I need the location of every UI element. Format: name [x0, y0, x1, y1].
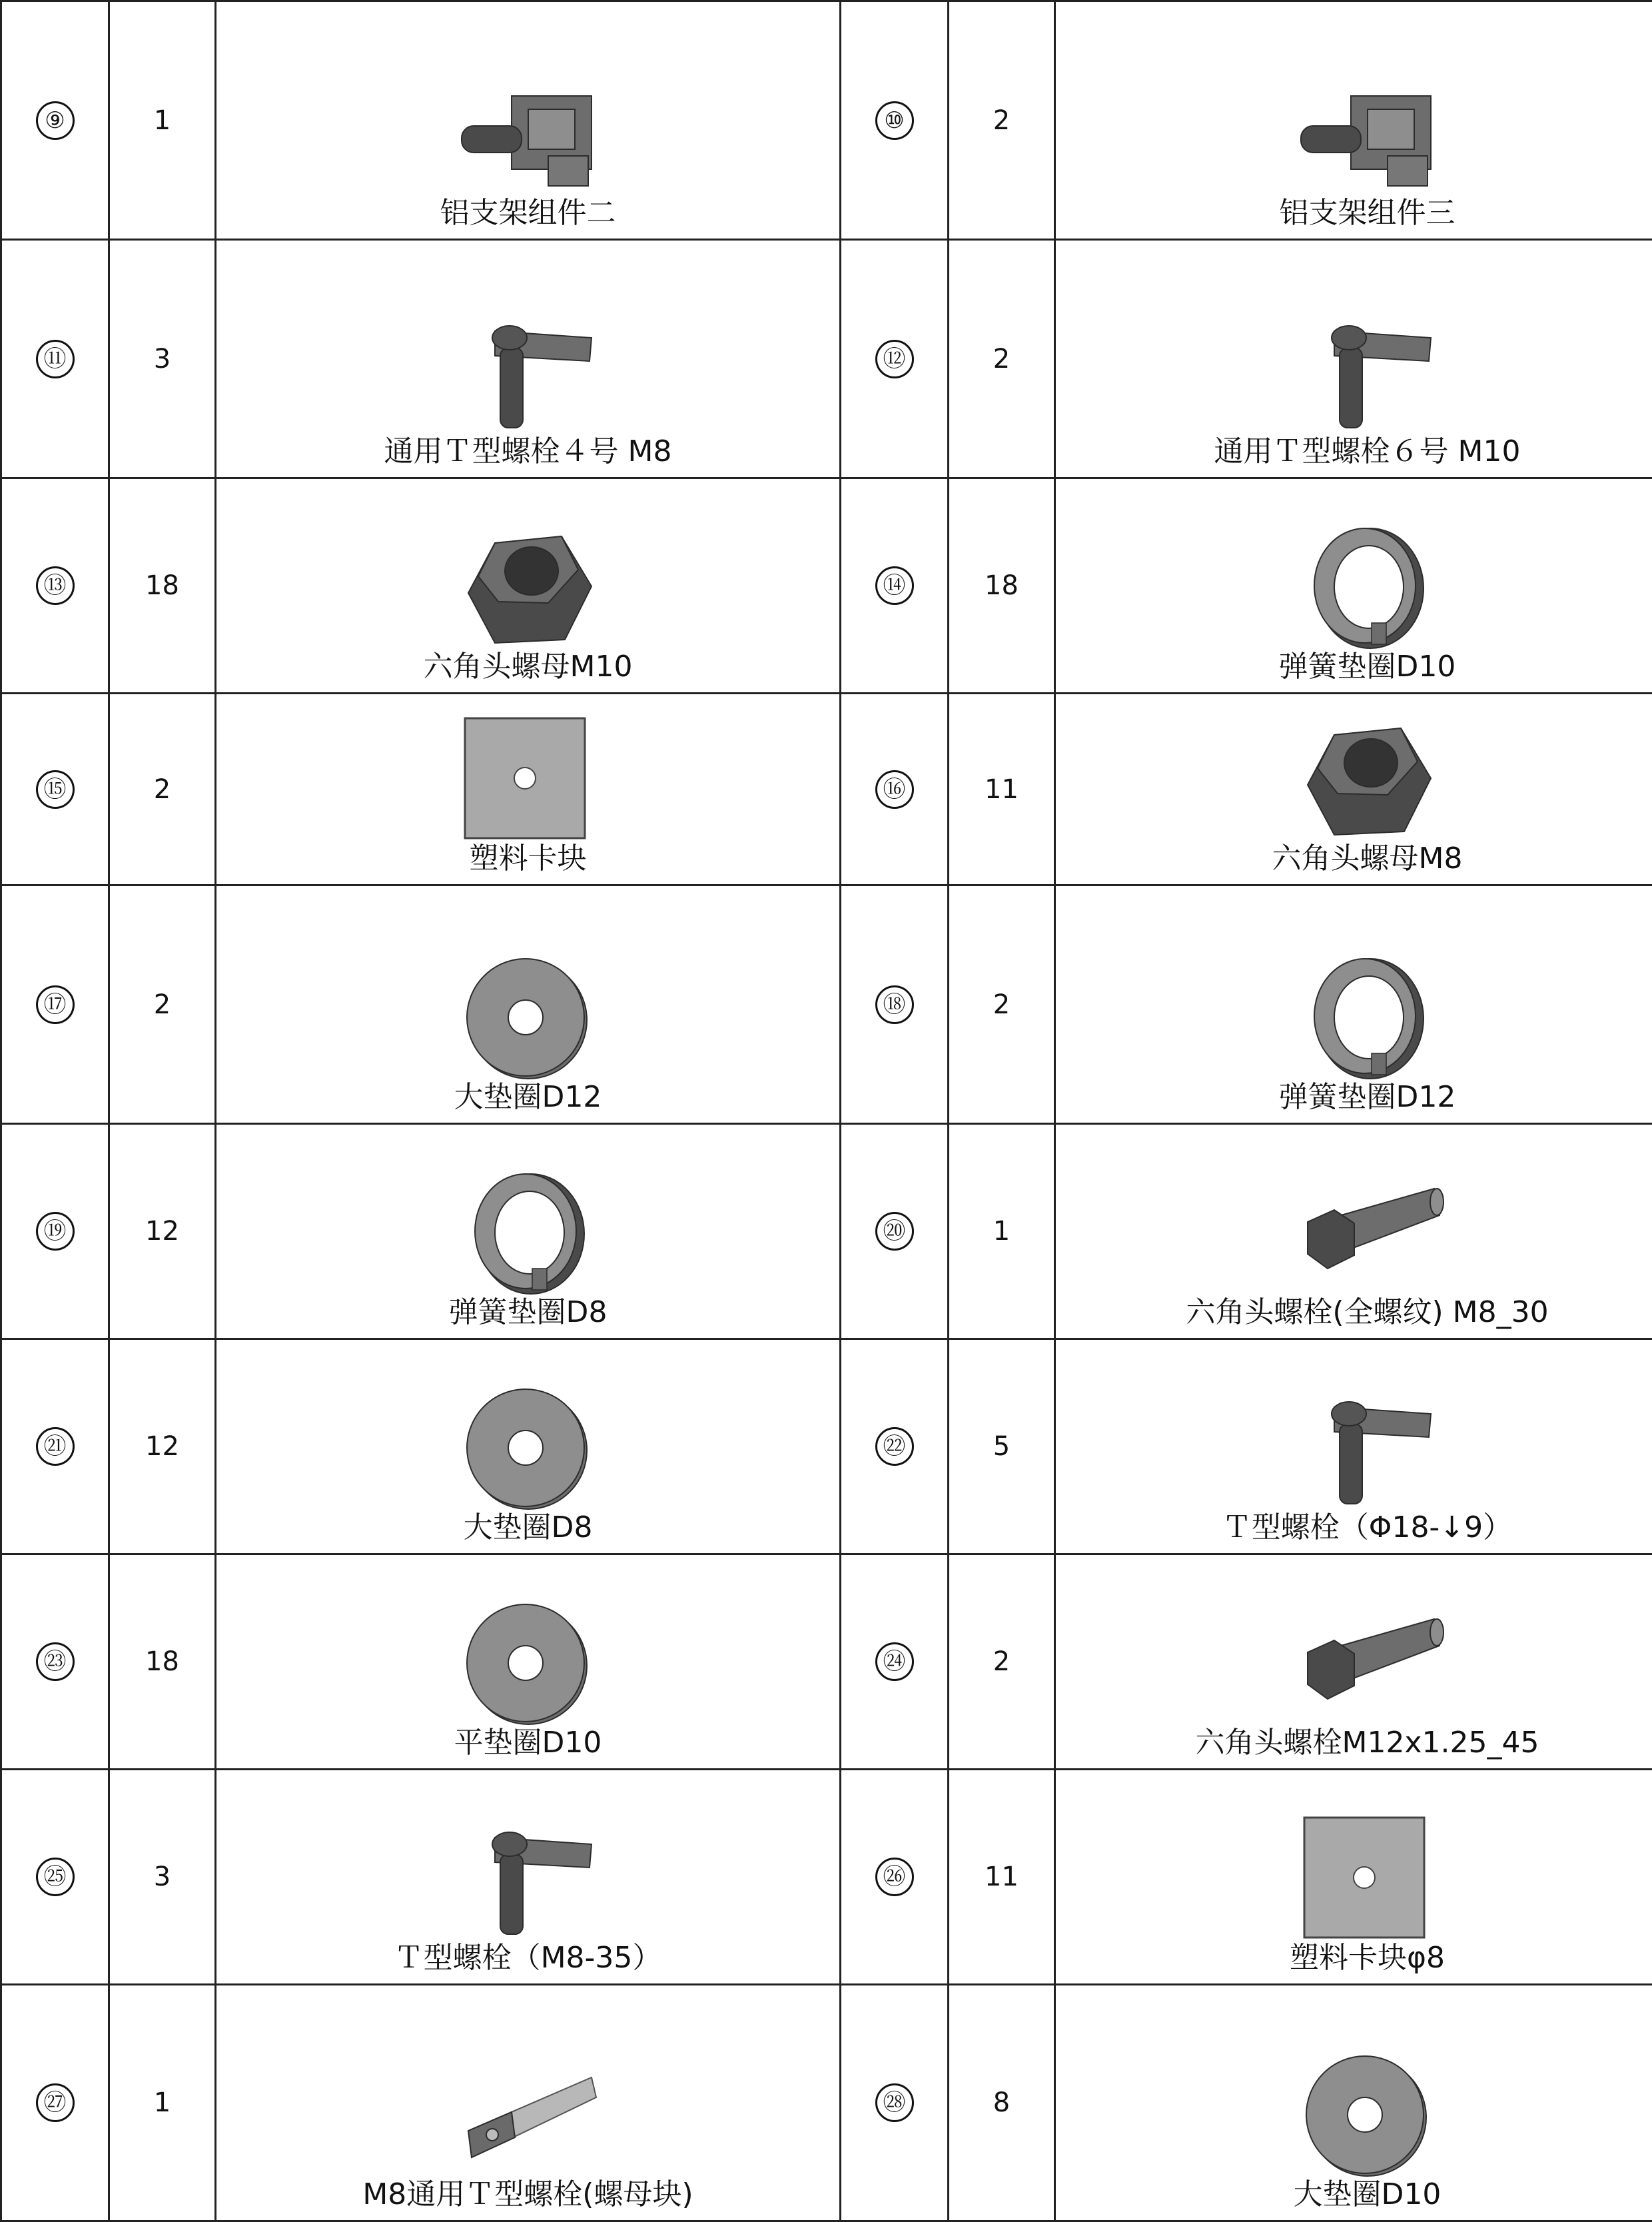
table-row: [1, 694, 1652, 885]
item-number-cell: [1, 1339, 109, 1554]
quantity: 18: [145, 570, 179, 601]
part-name: 六角头螺母M10: [424, 650, 633, 692]
quantity-cell: [109, 694, 216, 885]
part-name: 大垫圈D8: [464, 1510, 593, 1553]
quantity: 2: [993, 344, 1010, 374]
table-row: [1, 240, 1652, 478]
quantity-cell: [949, 1, 1055, 240]
part-cell: [1055, 1985, 1652, 2221]
part-cell: [1055, 240, 1652, 478]
flat-washer-icon: [1288, 2051, 1447, 2177]
part-name: 六角头螺母M8: [1272, 841, 1463, 884]
part-name: 弹簧垫圈D12: [1279, 1080, 1456, 1123]
quantity-cell: [949, 1770, 1055, 1985]
part-cell: [216, 1985, 841, 2221]
item-number-cell: [1, 1554, 109, 1770]
quantity: 11: [985, 774, 1019, 805]
part-cell: [216, 1, 841, 240]
plastic-block-icon: [1288, 1814, 1447, 1941]
quantity-cell: [949, 885, 1055, 1124]
part-name: 平垫圈D10: [454, 1726, 602, 1768]
t-bolt-icon: [448, 1814, 608, 1941]
quantity-cell: [109, 1985, 216, 2221]
quantity-cell: [109, 1554, 216, 1770]
part-name: 铝支架组件二: [440, 196, 616, 239]
quantity-cell: [949, 1985, 1055, 2221]
quantity: 5: [993, 1431, 1010, 1462]
flat-washer-icon: [448, 953, 608, 1080]
quantity: 11: [985, 1862, 1019, 1892]
item-number-cell: [1, 885, 109, 1124]
quantity-cell: [949, 240, 1055, 478]
part-cell: [216, 1124, 841, 1339]
item-number: ㉗: [36, 2083, 75, 2122]
quantity-cell: [109, 1339, 216, 1554]
part-cell: [216, 1339, 841, 1554]
item-number-cell: [841, 240, 949, 478]
hex-bolt-icon: [1288, 1169, 1447, 1295]
part-name: M8通用Ｔ型螺栓(螺母块): [362, 2177, 693, 2220]
part-cell: [1055, 1124, 1652, 1339]
item-number: ⑨: [36, 101, 75, 140]
item-number-cell: [841, 1770, 949, 1985]
part-cell: [216, 694, 841, 885]
part-cell: [216, 1770, 841, 1985]
t-bolt-icon: [448, 308, 608, 434]
part-cell: [216, 240, 841, 478]
table-row: [1, 1124, 1652, 1339]
item-number: ⑬: [36, 566, 75, 605]
part-name: 弹簧垫圈D8: [449, 1295, 608, 1338]
part-cell: [1055, 478, 1652, 694]
part-name: 大垫圈D12: [454, 1080, 602, 1123]
item-number-cell: [1, 478, 109, 694]
item-number-cell: [841, 885, 949, 1124]
quantity-cell: [109, 1124, 216, 1339]
item-number: ㉖: [875, 1858, 914, 1896]
quantity: 2: [154, 989, 171, 1020]
part-name: Ｔ型螺栓（M8-35）: [394, 1941, 662, 1983]
t-bolt-icon: [1288, 1384, 1447, 1510]
quantity: 2: [154, 774, 171, 805]
quantity: 1: [993, 1216, 1010, 1247]
item-number-cell: [841, 1985, 949, 2221]
quantity-cell: [109, 1, 216, 240]
item-number: ⑪: [36, 340, 75, 378]
item-number: ⑩: [875, 101, 914, 140]
aluminum-bracket-assembly-icon: [448, 69, 608, 196]
quantity: 12: [145, 1431, 179, 1462]
quantity: 12: [145, 1216, 179, 1247]
item-number-cell: [1, 1770, 109, 1985]
part-name: 六角头螺栓(全螺纹) M8_30: [1186, 1295, 1548, 1338]
part-name: 大垫圈D10: [1294, 2177, 1442, 2220]
item-number-cell: [841, 1339, 949, 1554]
table-row: [1, 1770, 1652, 1985]
hex-nut-icon: [1288, 715, 1447, 841]
hex-bolt-icon: [1288, 1599, 1447, 1726]
table-row: [1, 478, 1652, 694]
part-name: 铝支架组件三: [1280, 196, 1455, 239]
item-number: ⑲: [36, 1212, 75, 1251]
quantity: 18: [985, 570, 1019, 601]
item-number: ㉘: [875, 2083, 914, 2122]
quantity-cell: [949, 1339, 1055, 1554]
quantity-cell: [949, 1554, 1055, 1770]
item-number: ⑯: [875, 770, 914, 809]
quantity: 18: [145, 1646, 179, 1677]
quantity-cell: [109, 240, 216, 478]
part-cell: [1055, 1770, 1652, 1985]
quantity: 3: [154, 344, 171, 374]
item-number-cell: [841, 1, 949, 240]
item-number: ⑱: [875, 985, 914, 1024]
parts-table-body: [1, 1, 1652, 2221]
t-bolt-icon: [1288, 308, 1447, 434]
part-cell: [1055, 885, 1652, 1124]
table-row: [1, 1554, 1652, 1770]
quantity-cell: [109, 478, 216, 694]
part-name: 塑料卡块φ8: [1290, 1941, 1445, 1983]
quantity-cell: [949, 694, 1055, 885]
part-name: 塑料卡块: [470, 841, 587, 884]
plastic-block-icon: [448, 715, 608, 841]
item-number: ㉑: [36, 1427, 75, 1466]
quantity: 1: [154, 105, 171, 136]
item-number: ㉒: [875, 1427, 914, 1466]
part-cell: [216, 478, 841, 694]
item-number-cell: [1, 694, 109, 885]
spring-washer-icon: [1288, 523, 1447, 650]
quantity-cell: [949, 1124, 1055, 1339]
quantity: 2: [993, 989, 1010, 1020]
quantity-cell: [949, 478, 1055, 694]
item-number: ⑫: [875, 340, 914, 378]
aluminum-bracket-assembly-icon: [1288, 69, 1447, 196]
t-bolt-nut-block-icon: [448, 2051, 608, 2177]
part-name: 弹簧垫圈D10: [1279, 650, 1456, 692]
item-number-cell: [841, 694, 949, 885]
part-cell: [216, 885, 841, 1124]
item-number-cell: [841, 1124, 949, 1339]
part-name: 六角头螺栓M12x1.25_45: [1196, 1726, 1539, 1768]
item-number: ⑳: [875, 1212, 914, 1251]
item-number-cell: [841, 1554, 949, 1770]
part-cell: [216, 1554, 841, 1770]
part-cell: [1055, 1, 1652, 240]
table-row: [1, 1, 1652, 240]
item-number: ⑰: [36, 985, 75, 1024]
item-number-cell: [1, 1124, 109, 1339]
flat-washer-icon: [448, 1384, 608, 1510]
part-cell: [1055, 1339, 1652, 1554]
table-row: [1, 1339, 1652, 1554]
item-number: ㉔: [875, 1642, 914, 1681]
quantity: 8: [993, 2087, 1010, 2118]
table-row: [1, 885, 1652, 1124]
part-cell: [1055, 1554, 1652, 1770]
quantity: 2: [993, 1646, 1010, 1677]
item-number-cell: [1, 240, 109, 478]
hex-nut-icon: [448, 523, 608, 650]
item-number-cell: [841, 478, 949, 694]
quantity: 2: [993, 105, 1010, 136]
item-number: ⑭: [875, 566, 914, 605]
item-number: ⑮: [36, 770, 75, 809]
quantity-cell: [109, 1770, 216, 1985]
quantity-cell: [109, 885, 216, 1124]
part-name: 通用Ｔ型螺栓６号 M10: [1214, 434, 1521, 477]
table-row: [1, 1985, 1652, 2221]
spring-washer-icon: [448, 1169, 608, 1295]
flat-washer-icon: [448, 1599, 608, 1726]
item-number-cell: [1, 1985, 109, 2221]
part-name: Ｔ型螺栓（Φ18-↓9）: [1222, 1510, 1512, 1553]
item-number-cell: [1, 1, 109, 240]
quantity: 3: [154, 1862, 171, 1892]
item-number: ㉓: [36, 1642, 75, 1681]
spring-washer-icon: [1288, 953, 1447, 1080]
quantity: 1: [154, 2087, 171, 2118]
part-cell: [1055, 694, 1652, 885]
item-number: ㉕: [36, 1858, 75, 1896]
part-name: 通用Ｔ型螺栓４号 M8: [384, 434, 672, 477]
